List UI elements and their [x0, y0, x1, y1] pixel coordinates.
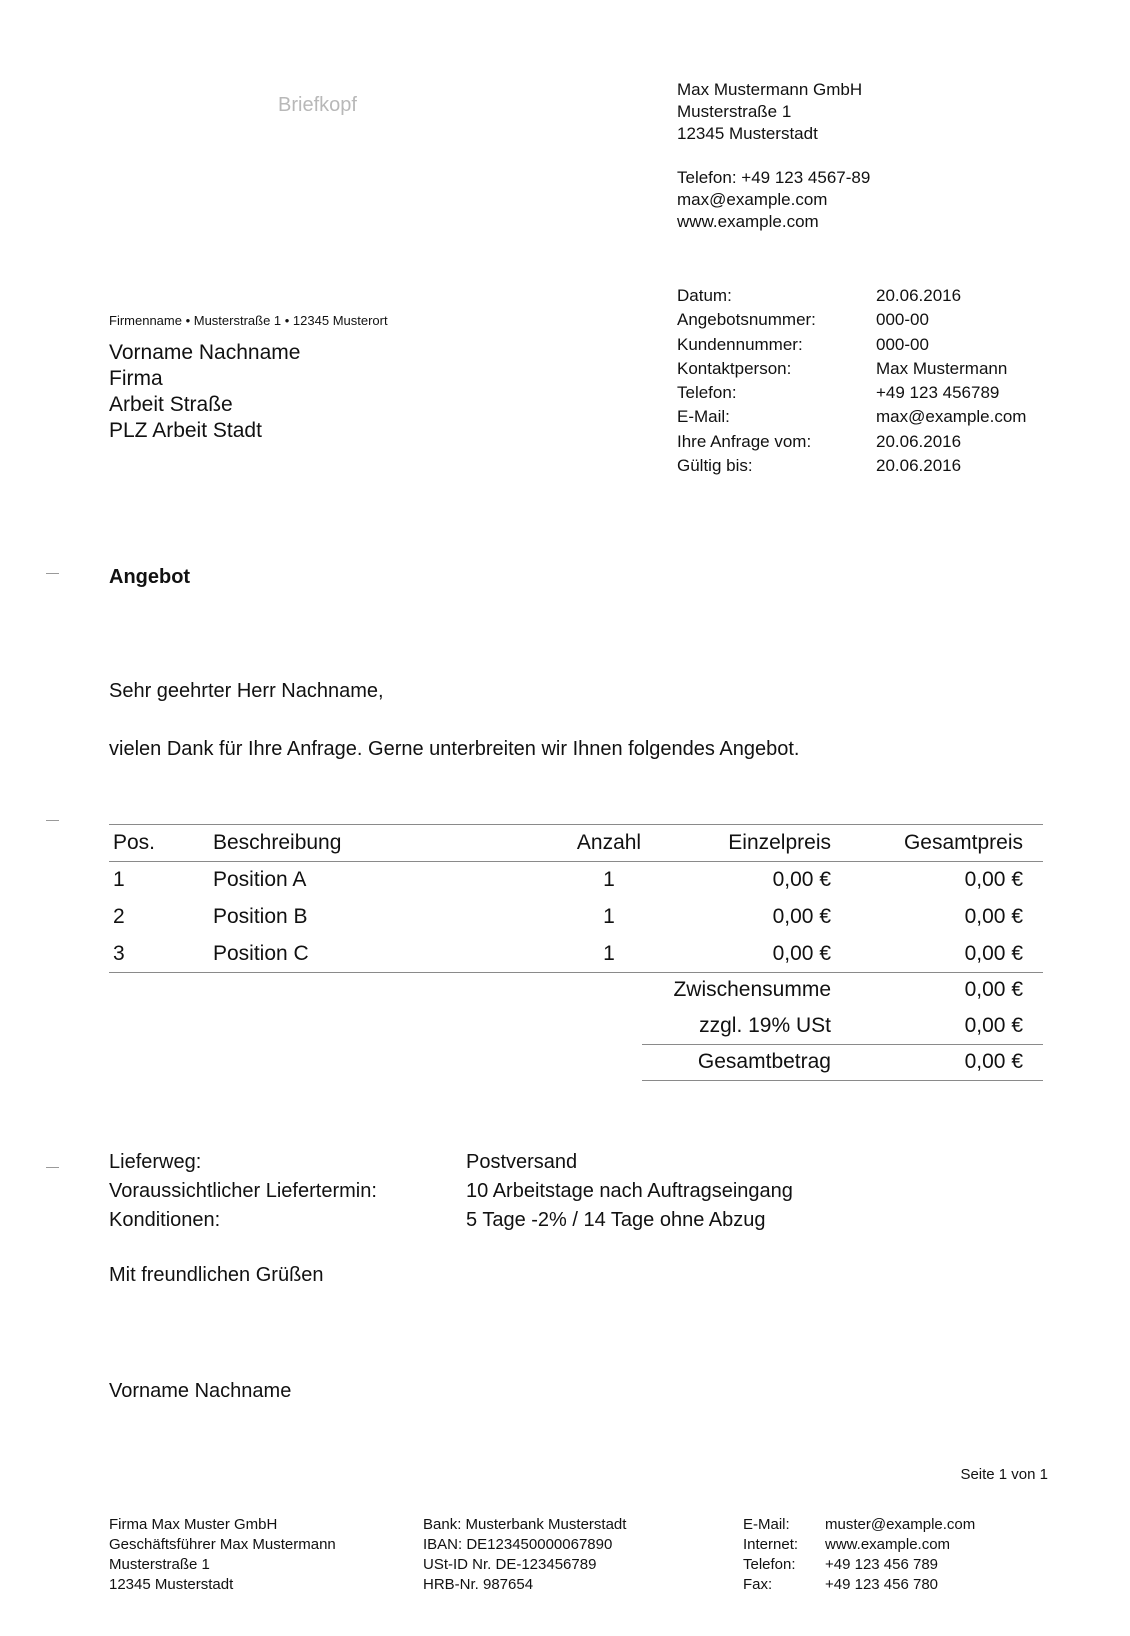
meta-row — [677, 308, 1026, 332]
footer-line: 12345 Musterstadt — [109, 1576, 234, 1593]
document-title: Angebot — [109, 566, 191, 588]
footer-contact-value: +49 123 456 780 — [825, 1576, 939, 1593]
intro-text: vielen Dank für Ihre Anfrage. Gerne unterbreiten wir Ihnen folgendes Angebot. — [109, 738, 800, 760]
meta-value: 000-00 — [876, 310, 929, 330]
sender-phone: Telefon: +49 123 4567-89 — [677, 168, 871, 187]
cell-pos: 2 — [113, 905, 125, 928]
meta-value: Max Mustermann — [876, 358, 1008, 378]
cell-pos: 3 — [113, 942, 125, 965]
meta-row — [677, 333, 1026, 357]
meta-row — [677, 284, 1026, 308]
cell-unit-price: 0,00 € — [772, 905, 831, 928]
footer-contact-column — [743, 1515, 975, 1595]
footer-contact-label: Telefon: — [743, 1556, 796, 1573]
meta-label: Datum: — [677, 286, 732, 305]
grand-total-label: Gesamtbetrag — [697, 1050, 831, 1073]
cell-description: Position A — [213, 868, 307, 891]
footer-line: IBAN: DE123450000067890 — [423, 1536, 613, 1553]
footer-contact-label: E-Mail: — [743, 1516, 790, 1533]
footer-line: Bank: Musterbank Musterstadt — [423, 1516, 627, 1533]
recipient-address — [109, 340, 300, 444]
terms-value: Postversand — [466, 1151, 578, 1173]
footer-contact-label: Internet: — [743, 1536, 799, 1553]
footer-contact-value: +49 123 456 789 — [825, 1556, 939, 1573]
meta-value: max@example.com — [876, 407, 1027, 427]
grand-total-bottom-rule — [642, 1080, 1043, 1081]
meta-row — [677, 381, 1026, 405]
sender-city: 12345 Musterstadt — [677, 124, 818, 143]
terms-row — [109, 1177, 793, 1206]
meta-label: E-Mail: — [677, 407, 730, 427]
terms-label: Lieferweg: — [109, 1151, 202, 1173]
subtotal-row — [109, 972, 1043, 1008]
cell-description: Position C — [213, 942, 309, 965]
recipient-city: PLZ Arbeit Stadt — [109, 419, 262, 442]
offer-meta — [677, 284, 1026, 478]
return-address-line: Firmenname • Musterstraße 1 • 12345 Musterort — [109, 313, 388, 328]
footer-line: Firma Max Muster GmbH — [109, 1516, 278, 1533]
sender-address — [677, 79, 870, 233]
tax-label: zzgl. 19% USt — [699, 1014, 831, 1037]
footer-line: Geschäftsführer Max Mustermann — [109, 1536, 336, 1553]
footer-contact-row — [743, 1535, 975, 1555]
footer-contact-row — [743, 1555, 975, 1575]
footer-contact-value: www.example.com — [825, 1536, 951, 1553]
cell-unit-price: 0,00 € — [772, 942, 831, 965]
footer-company-column — [109, 1515, 336, 1595]
cell-quantity: 1 — [603, 905, 615, 928]
terms-row — [109, 1206, 793, 1235]
meta-row — [677, 405, 1026, 429]
meta-label: Ihre Anfrage vom: — [677, 431, 812, 451]
footer-contact-label: Fax: — [743, 1576, 773, 1593]
sender-email: max@example.com — [677, 190, 828, 209]
grand-total-value: 0,00 € — [964, 1050, 1023, 1073]
footer-contact-row — [743, 1575, 975, 1595]
cell-total-price: 0,00 € — [964, 942, 1023, 965]
recipient-street: Arbeit Straße — [109, 393, 233, 416]
fold-mark — [46, 1167, 59, 1168]
footer-contact-value: muster@example.com — [825, 1516, 976, 1533]
delivery-terms — [109, 1148, 793, 1235]
footer-line: USt-ID Nr. DE-123456789 — [423, 1556, 597, 1573]
signer-name: Vorname Nachname — [109, 1380, 292, 1402]
header-total-price: Gesamtpreis — [903, 831, 1023, 854]
table-row — [109, 898, 1043, 935]
meta-value: 000-00 — [876, 334, 929, 354]
header-quantity: Anzahl — [576, 831, 642, 854]
sender-web: www.example.com — [677, 212, 819, 231]
fold-mark — [46, 820, 59, 821]
terms-label: Konditionen: — [109, 1209, 221, 1231]
meta-value: 20.06.2016 — [876, 286, 962, 305]
terms-label: Voraussichtlicher Liefertermin: — [109, 1180, 377, 1202]
page-number: Seite 1 von 1 — [960, 1466, 1048, 1483]
terms-value: 5 Tage -2% / 14 Tage ohne Abzug — [466, 1209, 766, 1231]
subtotal-value: 0,00 € — [964, 978, 1023, 1001]
footer-line: HRB-Nr. 987654 — [423, 1576, 534, 1593]
meta-row — [677, 430, 1026, 454]
sender-company: Max Mustermann GmbH — [677, 80, 863, 99]
table-row — [109, 861, 1043, 898]
table-header-row — [109, 824, 1043, 861]
header-pos: Pos. — [113, 831, 156, 854]
sender-street: Musterstraße 1 — [677, 102, 792, 121]
recipient-company: Firma — [109, 367, 163, 390]
subtotal-label: Zwischensumme — [673, 978, 831, 1001]
meta-row — [677, 454, 1026, 478]
footer-contact-row — [743, 1515, 975, 1535]
cell-pos: 1 — [113, 868, 125, 891]
recipient-name: Vorname Nachname — [109, 341, 301, 364]
meta-value: 20.06.2016 — [876, 431, 962, 451]
salutation: Sehr geehrter Herr Nachname, — [109, 680, 384, 702]
cell-quantity: 1 — [603, 942, 615, 965]
meta-value: +49 123 456789 — [876, 383, 1000, 403]
letterhead-placeholder: Briefkopf — [278, 94, 357, 116]
grand-total-row — [109, 1044, 1043, 1080]
meta-label: Telefon: — [677, 383, 737, 403]
tax-value: 0,00 € — [964, 1014, 1023, 1037]
meta-row — [677, 357, 1026, 381]
offer-table — [109, 824, 1043, 1080]
header-description: Beschreibung — [213, 831, 342, 854]
meta-label: Angebotsnummer: — [677, 310, 816, 330]
header-unit-price: Einzelpreis — [728, 831, 831, 854]
meta-label: Gültig bis: — [677, 456, 753, 476]
tax-row — [109, 1008, 1043, 1044]
fold-mark — [46, 573, 59, 574]
meta-label: Kontaktperson: — [677, 358, 792, 378]
closing-phrase: Mit freundlichen Grüßen — [109, 1264, 324, 1286]
meta-label: Kundennummer: — [677, 334, 803, 354]
terms-row — [109, 1148, 793, 1177]
meta-value: 20.06.2016 — [876, 456, 962, 476]
cell-description: Position B — [213, 905, 308, 928]
footer-line: Musterstraße 1 — [109, 1556, 210, 1573]
footer-bank-column — [423, 1515, 626, 1595]
table-row — [109, 935, 1043, 972]
terms-value: 10 Arbeitstage nach Auftragseingang — [466, 1180, 793, 1202]
cell-quantity: 1 — [603, 868, 615, 891]
cell-total-price: 0,00 € — [964, 905, 1023, 928]
cell-unit-price: 0,00 € — [772, 868, 831, 891]
cell-total-price: 0,00 € — [964, 868, 1023, 891]
